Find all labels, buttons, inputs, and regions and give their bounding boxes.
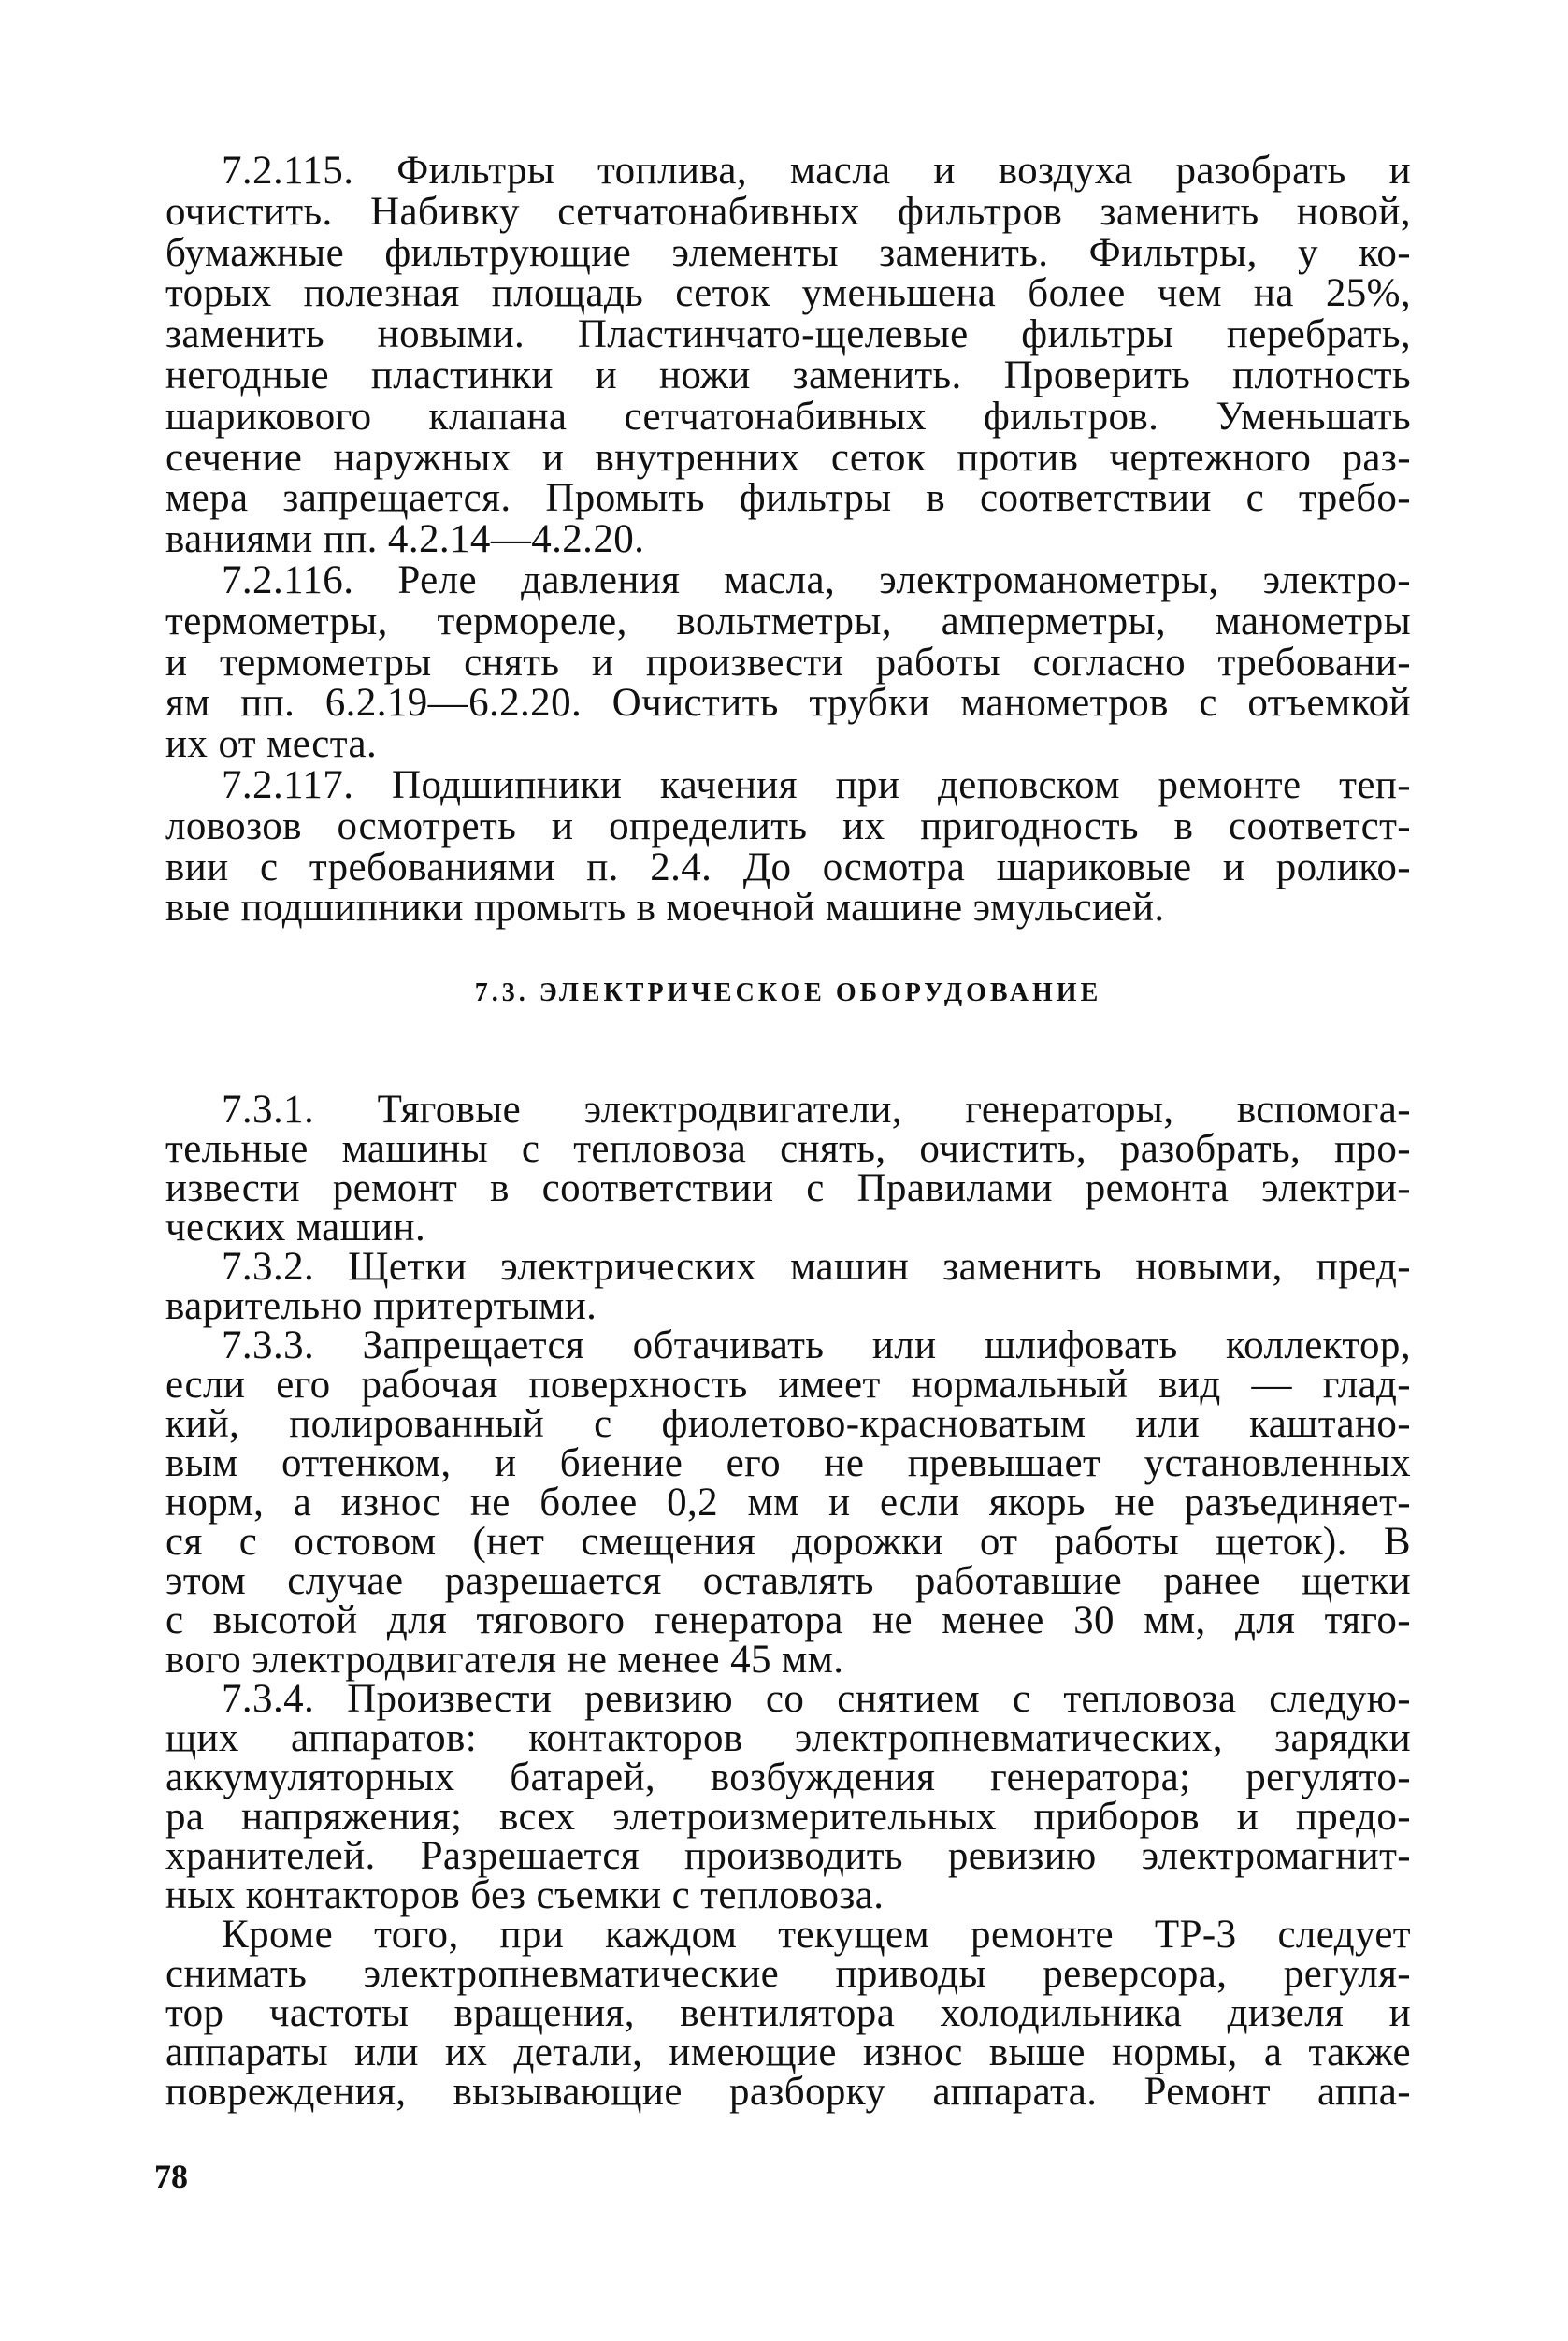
text-line: вые подшипники промыть в моечной машине эмульсией. (165, 886, 1165, 931)
text-line: бумажные фильтрующие элементы заменить. Фильтры, у ко- (165, 230, 1411, 275)
text-line: мера запрещается. Промыть фильтры в соответствии с требо- (165, 476, 1411, 521)
text-line: 7.3.3. Запрещается обтачивать или шлифовать коллектор, (222, 1323, 1411, 1367)
text-line: ям пп. 6.2.19—6.2.20. Очистить трубки манометров с отъемкой (165, 681, 1411, 726)
text-line: ческих машин. (165, 1206, 426, 1250)
text-line: ловозов осмотреть и определить их пригодность в соответст- (165, 803, 1411, 848)
text-line: ра напряжения; всех элетроизмерительных приборов и предо- (165, 1795, 1411, 1839)
text-line: кий, полированный с фиолетово-красноватым или каштано- (165, 1402, 1411, 1446)
text-line: щих аппаратов: контакторов электропневматических, зарядки (165, 1716, 1411, 1760)
text-line: негодные пластинки и ножи заменить. Проверить плотность (165, 353, 1411, 397)
text-line: ся с остовом (нет смещения дорожки от работы щеток). В (165, 1520, 1411, 1564)
text-line: очистить. Набивку сетчатонабивных фильтров заменить новой, (165, 189, 1411, 234)
text-line: заменить новыми. Пластинчато-щелевые фильтры перебрать, (165, 312, 1411, 357)
section-7-2-text (165, 151, 1411, 929)
para-tr3 (165, 1915, 1411, 2112)
text-line: вым оттенком, и биение его не превышает установленных (165, 1441, 1411, 1485)
text-line: варительно притертыми. (165, 1284, 597, 1328)
text-line: Кроме того, при каждом текущем ремонте ТР-3 следует (222, 1913, 1411, 1957)
section-7-3-text (165, 1088, 1411, 2114)
text-line: 7.3.4. Произвести ревизию со снятием с тепловоза следую- (222, 1677, 1411, 1721)
para-7-3-2 (165, 1245, 1411, 1328)
text-line: вого электродвигателя не менее 45 мм. (165, 1638, 844, 1682)
text-line: 7.2.116. Реле давления масла, электроманометры, электро- (222, 557, 1411, 602)
text-line: вии с требованиями п. 2.4. До осмотра шариковые и ролико- (165, 845, 1411, 889)
text-line: хранителей. Разрешается производить ревизию электромагнит- (165, 1834, 1411, 1878)
text-line: 7.3.2. Щетки электрических машин заменить новыми, пред- (222, 1245, 1411, 1289)
text-line: их от места. (165, 722, 378, 767)
text-line: ных контакторов без съемки с тепловоза. (165, 1873, 885, 1917)
para-7-2-116 (165, 557, 1411, 767)
text-line: шарикового клапана сетчатонабивных фильтров. Уменьшать (165, 394, 1411, 439)
text-line: тор частоты вращения, вентилятора холодильника дизеля и (165, 1991, 1411, 2035)
para-7-2-117 (165, 762, 1411, 931)
para-7-3-4 (165, 1677, 1411, 1917)
section-heading: 7.3. ЭЛЕКТРИЧЕСКОЕ ОБОРУДОВАНИЕ (474, 978, 1102, 1007)
para-7-2-115 (165, 151, 1411, 560)
text-line: этом случае разрешается оставлять работавшие ранее щетки (165, 1559, 1411, 1603)
text-line: сечение наружных и внутренних сеток против чертежного раз- (165, 435, 1411, 480)
text-line: 7.2.117. Подшипники качения при деповском ремонте теп- (222, 762, 1411, 807)
text-line: повреждения, вызывающие разборку аппарата. Ремонт аппа- (165, 2070, 1411, 2114)
text-line: с высотой для тягового генератора не менее 30 мм, для тяго- (165, 1598, 1411, 1642)
text-line: 7.3.1. Тяговые электродвигатели, генераторы, вспомога- (222, 1088, 1411, 1132)
para-7-3-1 (165, 1088, 1411, 1250)
text-line: торых полезная площадь сеток уменьшена более чем на 25%, (165, 271, 1411, 316)
text-line: ваниями пп. 4.2.14—4.2.20. (165, 517, 645, 562)
text-line: аппараты или их детали, имеющие износ выше нормы, а также (165, 2030, 1411, 2074)
text-line: снимать электропневматические приводы реверсора, регуля- (165, 1952, 1411, 1996)
text-line: и термометры снять и произвести работы согласно требовани- (165, 640, 1411, 685)
text-line: аккумуляторных батарей, возбуждения генератора; регулято- (165, 1756, 1411, 1799)
text-line: термометры, термореле, вольтметры, амперметры, манометры (165, 599, 1411, 643)
text-line: тельные машины с тепловоза снять, очистить, разобрать, про- (165, 1127, 1411, 1171)
text-line: извести ремонт в соответствии с Правилами ремонта электри- (165, 1166, 1411, 1210)
page-number: 78 (154, 2158, 188, 2195)
text-line: если его рабочая поверхность имеет нормальный вид — глад- (165, 1363, 1411, 1407)
text-line: норм, а износ не более 0,2 мм и если якорь не разъединяет- (165, 1481, 1411, 1525)
text-line: 7.2.115. Фильтры топлива, масла и воздуха разобрать и (222, 149, 1411, 193)
para-7-3-3 (165, 1323, 1411, 1682)
